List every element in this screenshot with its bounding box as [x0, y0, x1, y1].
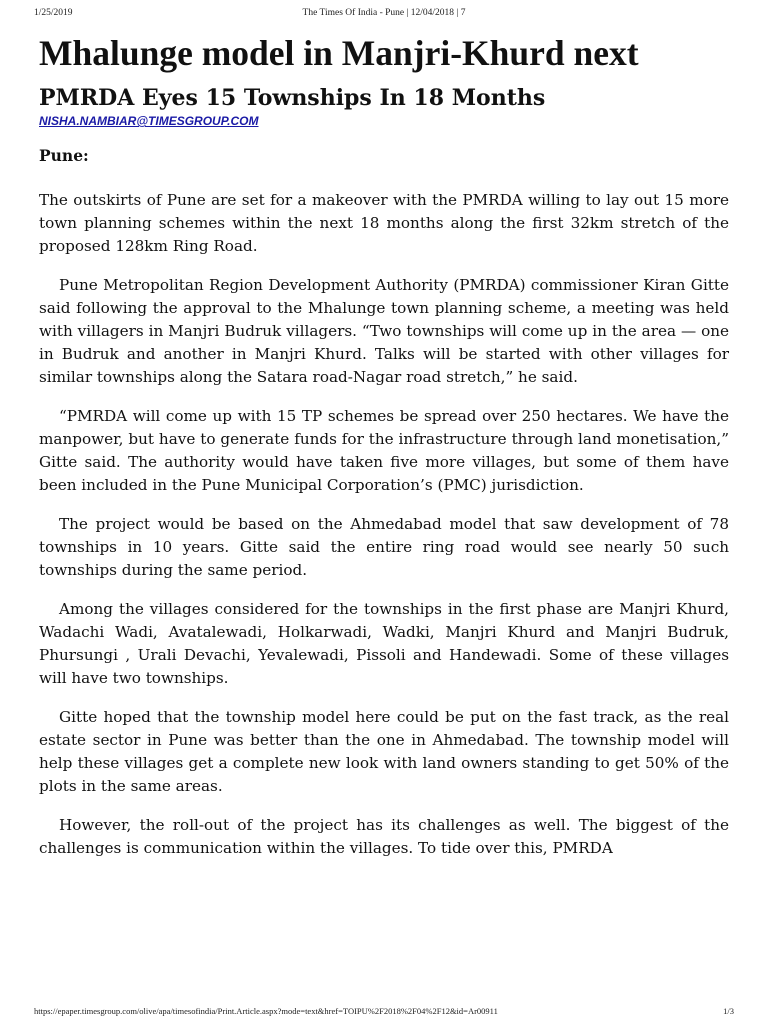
print-source-title: The Times Of India - Pune | 12/04/2018 | 7 [302, 8, 466, 18]
print-footer [34, 1006, 734, 1018]
print-header [34, 8, 734, 22]
article-paragraph: “PMRDA will come up with 15 TP schemes be spread over 250 hectares. We have the manpower, but have to generate funds for the infrastructure through land monetisation,” Gitte said. The authority would have taken five more villages, but some of them have been included in the Pune Municipal Corporation’s (PMC) jurisdiction. [39, 407, 729, 494]
article-paragraph: The outskirts of Pune are set for a makeover with the PMRDA willing to lay out 15 more town planning schemes within the next 18 months along the first 32km stretch of the proposed 128km Ring Road. [39, 191, 729, 255]
dateline: Pune: [39, 146, 89, 165]
byline-email-link[interactable]: NISHA.NAMBIAR@TIMESGROUP.COM [39, 114, 259, 128]
article-paragraph: Gitte hoped that the township model here could be put on the fast track, as the real estate sector in Pune was better than the one in Ahmedabad. The township model will help these villages get a complete new look with land owners standing to get 50% of the plots in the same areas. [39, 708, 729, 795]
article-headline: Mhalunge model in Manjri-Khurd next [39, 33, 639, 73]
page-number: 1/3 [723, 1006, 734, 1016]
article-paragraph: The project would be based on the Ahmedabad model that saw development of 78 townships in 10 years. Gitte said the entire ring road would see nearly 50 such townships during the same period. [39, 515, 729, 579]
print-footer-url: https://epaper.timesgroup.com/olive/apa/timesofindia/Print.Article.aspx?mode=text&href=TOIPU%2F2018%2F04%2F12&id=Ar00911 [34, 1006, 498, 1016]
article-paragraph: Pune Metropolitan Region Development Authority (PMRDA) commissioner Kiran Gitte said following the approval to the Mhalunge town planning scheme, a meeting was held with villagers in Manjri Budruk villagers. “Two townships will come up in the area — one in Budruk and another in Manjri Khurd. Talks will be started with other villages for similar townships along the Satara road-Nagar road stretch,” he said. [39, 276, 729, 386]
print-date: 1/25/2019 [34, 8, 73, 18]
article-paragraph: However, the roll-out of the project has its challenges as well. The biggest of the challenges is communication within the villages. To tide over this, PMRDA [39, 816, 729, 857]
article-subheadline: PMRDA Eyes 15 Townships In 18 Months [39, 85, 546, 111]
article [39, 34, 729, 860]
article-paragraph: Among the villages considered for the townships in the first phase are Manjri Khurd, Wadachi Wadi, Avatalewadi, Holkarwadi, Wadki, Manjri Khurd and Manjri Budruk, Phursungi , Urali Devachi, Yevalewadi, Pissoli and Handewadi. Some of these villages will have two townships. [39, 600, 729, 687]
